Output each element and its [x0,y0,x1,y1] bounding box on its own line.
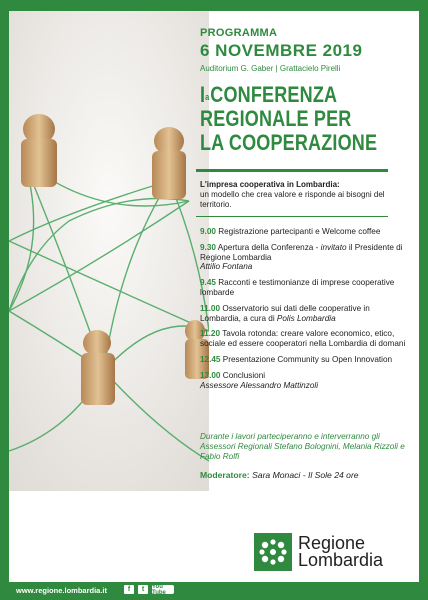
schedule-text: Racconti e testimonianze di imprese cooperative lombarde [200,278,395,297]
website-link[interactable]: www.regione.lombardia.it [16,586,107,595]
moderator-name: Sara Monaci - Il Sole 24 ore [252,470,359,480]
schedule-speaker: Attilio Fontana [200,262,253,272]
schedule-item [200,355,412,365]
youtube-icon[interactable]: You Tube [152,585,174,594]
title-ordinal-sup: a [205,92,210,102]
schedule-text-2: il Presidente di Regione Lombardia [200,242,403,262]
title-ordinal: I [200,82,206,107]
wooden-figures-network-image [9,11,209,491]
schedule-speaker: Polis Lombardia [276,313,336,323]
logo-line-1: Regione [298,533,366,553]
schedule-time: 11.00 [200,303,221,313]
programma-label: PROGRAMMA [200,27,278,39]
intro-divider [196,216,388,217]
schedule-item [200,243,412,272]
schedule-time: 12.45 [200,354,221,364]
logo-text [298,535,383,569]
conference-title [200,83,405,155]
schedule-text: Registrazione partecipanti e Welcome coffee [218,227,381,236]
title-line-3: LA COOPERAZIONE [200,130,378,155]
schedule-time: 9.30 [200,242,216,252]
schedule-item [200,227,412,237]
schedule-item [200,329,412,349]
facebook-icon[interactable]: f [124,585,134,594]
schedule-list [200,227,412,396]
title-divider [196,169,388,172]
event-venue: Auditorium G. Gaber | Grattacielo Pirelli [200,64,341,73]
schedule-speaker: Assessore Alessandro Mattinzoli [200,380,319,390]
intro-heading: L'impresa cooperativa in Lombardia: [200,180,340,189]
social-links [124,585,174,594]
regione-lombardia-logo [254,533,383,571]
schedule-item [200,304,412,324]
schedule-item [200,278,412,298]
participants-note: Durante i lavori parteciperanno e interverranno gli Assessori Regionali Stefano Bolognini, Melania Rizzoli e Fabio Rolfi [200,432,405,461]
moderator [200,470,359,480]
schedule-time: 13.00 [200,370,221,380]
schedule-text: Apertura della Conferenza - [217,242,321,252]
schedule-time: 9.00 [200,227,216,236]
schedule-text: Presentazione Community su Open Innovation [222,354,393,364]
event-date: 6 NOVEMBRE 2019 [200,41,363,60]
schedule-time: 11.20 [200,329,221,339]
title-line-2: REGIONALE PER [200,106,352,131]
schedule-invited: invitato [320,242,347,252]
schedule-text: Osservatorio sui dati delle cooperative in Lombardia, a cura di [200,303,370,323]
rosa-camuna-icon [254,533,292,571]
logo-line-2: Lombardia [298,550,384,570]
intro-text: un modello che crea valore e risponde ai bisogni del territorio. [200,190,385,209]
twitter-icon[interactable]: t [138,585,148,594]
schedule-time: 9.45 [200,278,216,288]
moderator-label: Moderatore: [200,470,250,480]
schedule-text: Conclusioni [222,370,266,380]
title-line-1: CONFERENZA [210,82,338,107]
schedule-item [200,371,412,391]
poster-sheet [9,11,419,582]
schedule-text: Tavola rotonda: creare valore economico, etico, sociale ed essere cooperatori nella Lombardia di domani [200,329,406,349]
